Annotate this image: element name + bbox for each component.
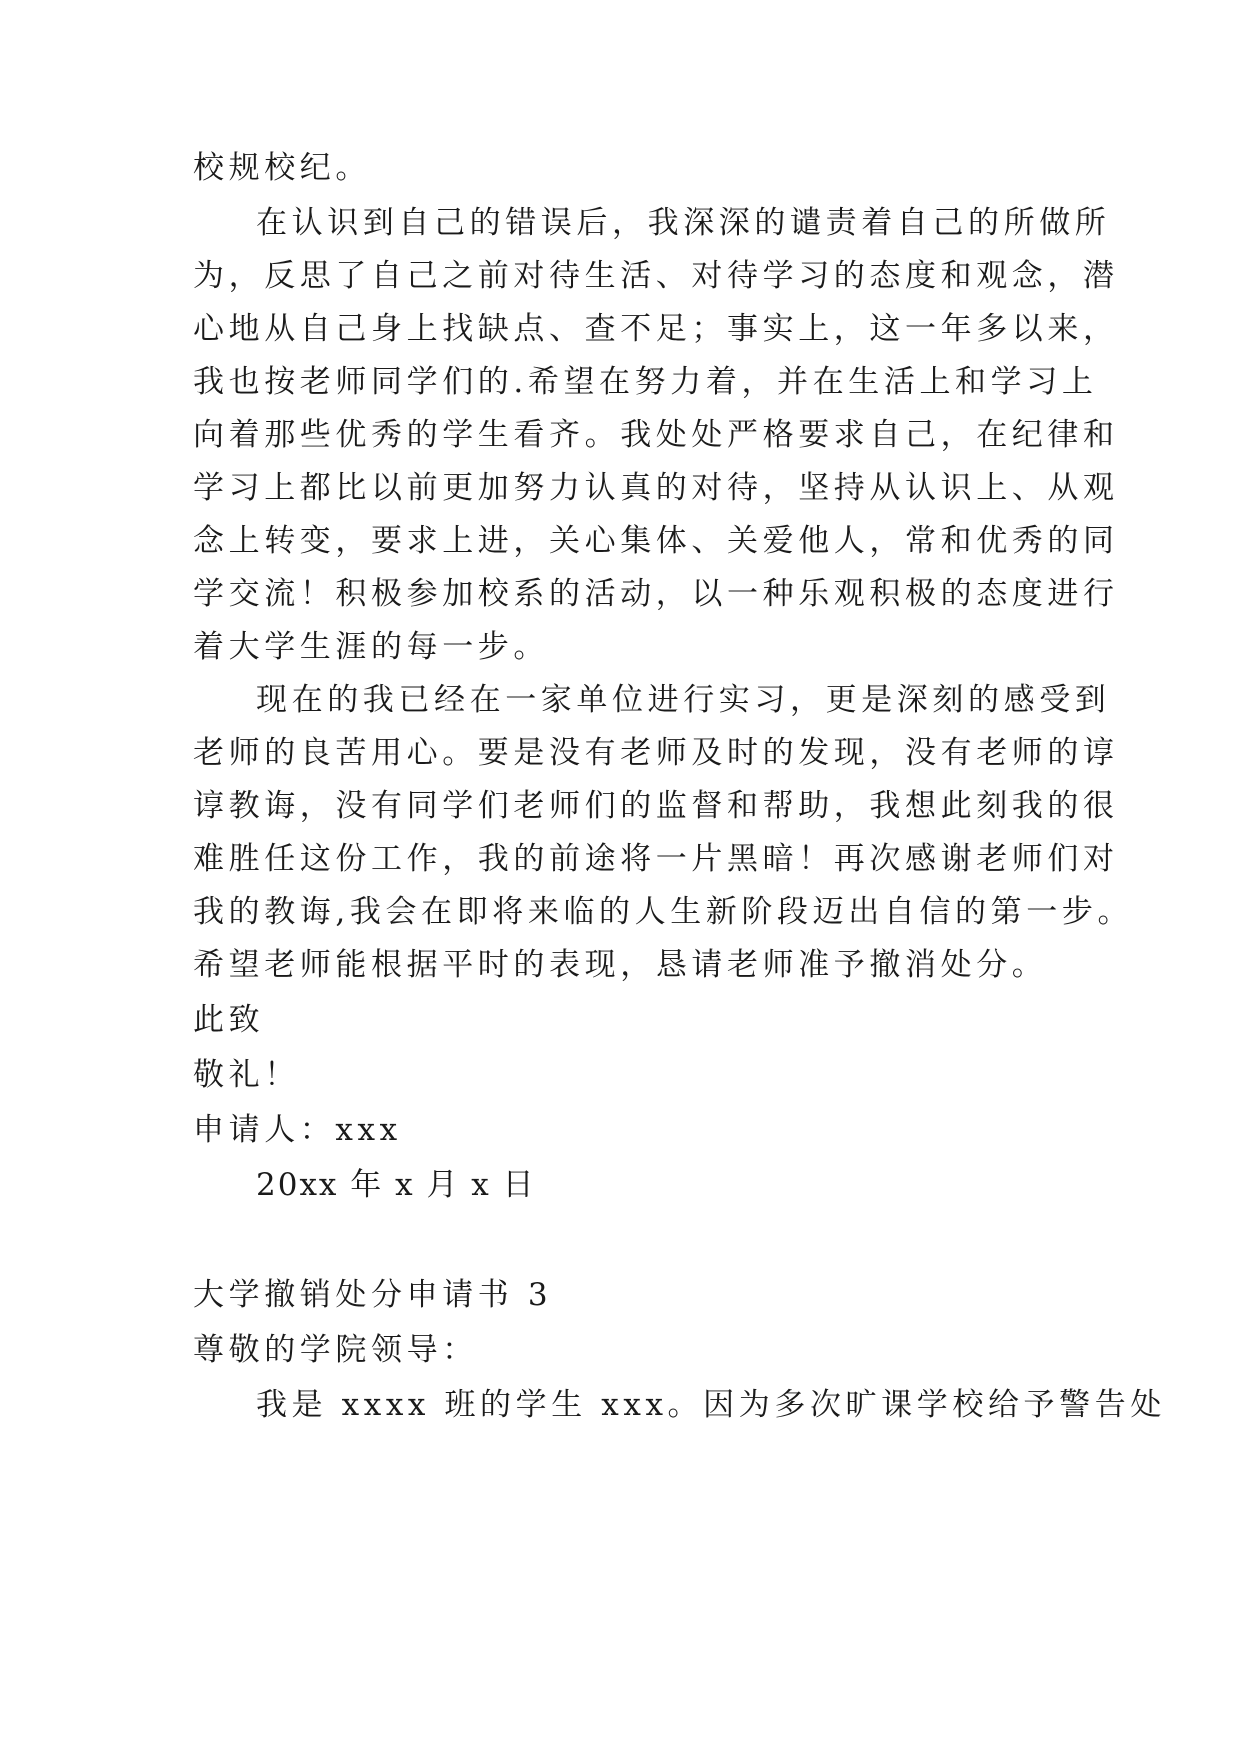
applicant-line: 申请人：xxx [193,1112,402,1148]
date-line: 20xx 年 x 月 x 日 [256,1167,536,1203]
salutation: 尊敬的学院领导： [193,1332,478,1368]
closing-line: 敬礼！ [193,1057,300,1093]
paragraph-1-line: 我也按老师同学们的.希望在努力着，并在生活上和学习上 [193,364,1098,400]
paragraph-2-line: 我的教诲,我会在即将来临的人生新阶段迈出自信的第一步。 [193,894,1134,930]
closing-line: 此致 [193,1002,265,1038]
paragraph-2-line: 谆教诲，没有同学们老师们的监督和帮助，我想此刻我的很 [193,788,1119,824]
paragraph-2-line: 难胜任这份工作，我的前途将一片黑暗！再次感谢老师们对 [193,841,1119,877]
paragraph-1-line: 向着那些优秀的学生看齐。我处处严格要求自己，在纪律和 [193,417,1119,453]
paragraph-1-line: 为，反思了自己之前对待生活、对待学习的态度和观念，潜 [193,258,1119,294]
fragment-line: 校规校纪。 [193,150,371,186]
paragraph-1-line: 学习上都比以前更加努力认真的对待，坚持从认识上、从观 [193,470,1119,506]
paragraph-2-line: 希望老师能根据平时的表现，恳请老师准予撤消处分。 [193,947,1048,983]
paragraph-3-line: 我是 xxxx 班的学生 xxx。因为多次旷课学校给予警告处 [256,1387,1166,1423]
paragraph-2-line: 现在的我已经在一家单位进行实习，更是深刻的感受到 [256,682,1111,718]
paragraph-1-line: 心地从自己身上找缺点、查不足；事实上，这一年多以来， [193,311,1119,347]
paragraph-1-line: 着大学生涯的每一步。 [193,629,549,665]
paragraph-1-line: 学交流！积极参加校系的活动，以一种乐观积极的态度进行 [193,576,1119,612]
paragraph-1-line: 在认识到自己的错误后，我深深的谴责着自己的所做所 [256,205,1111,241]
paragraph-1-line: 念上转变，要求上进，关心集体、关爱他人，常和优秀的同 [193,523,1119,559]
paragraph-2-line: 老师的良苦用心。要是没有老师及时的发现，没有老师的谆 [193,735,1119,771]
section-title: 大学撤销处分申请书 3 [193,1277,553,1313]
